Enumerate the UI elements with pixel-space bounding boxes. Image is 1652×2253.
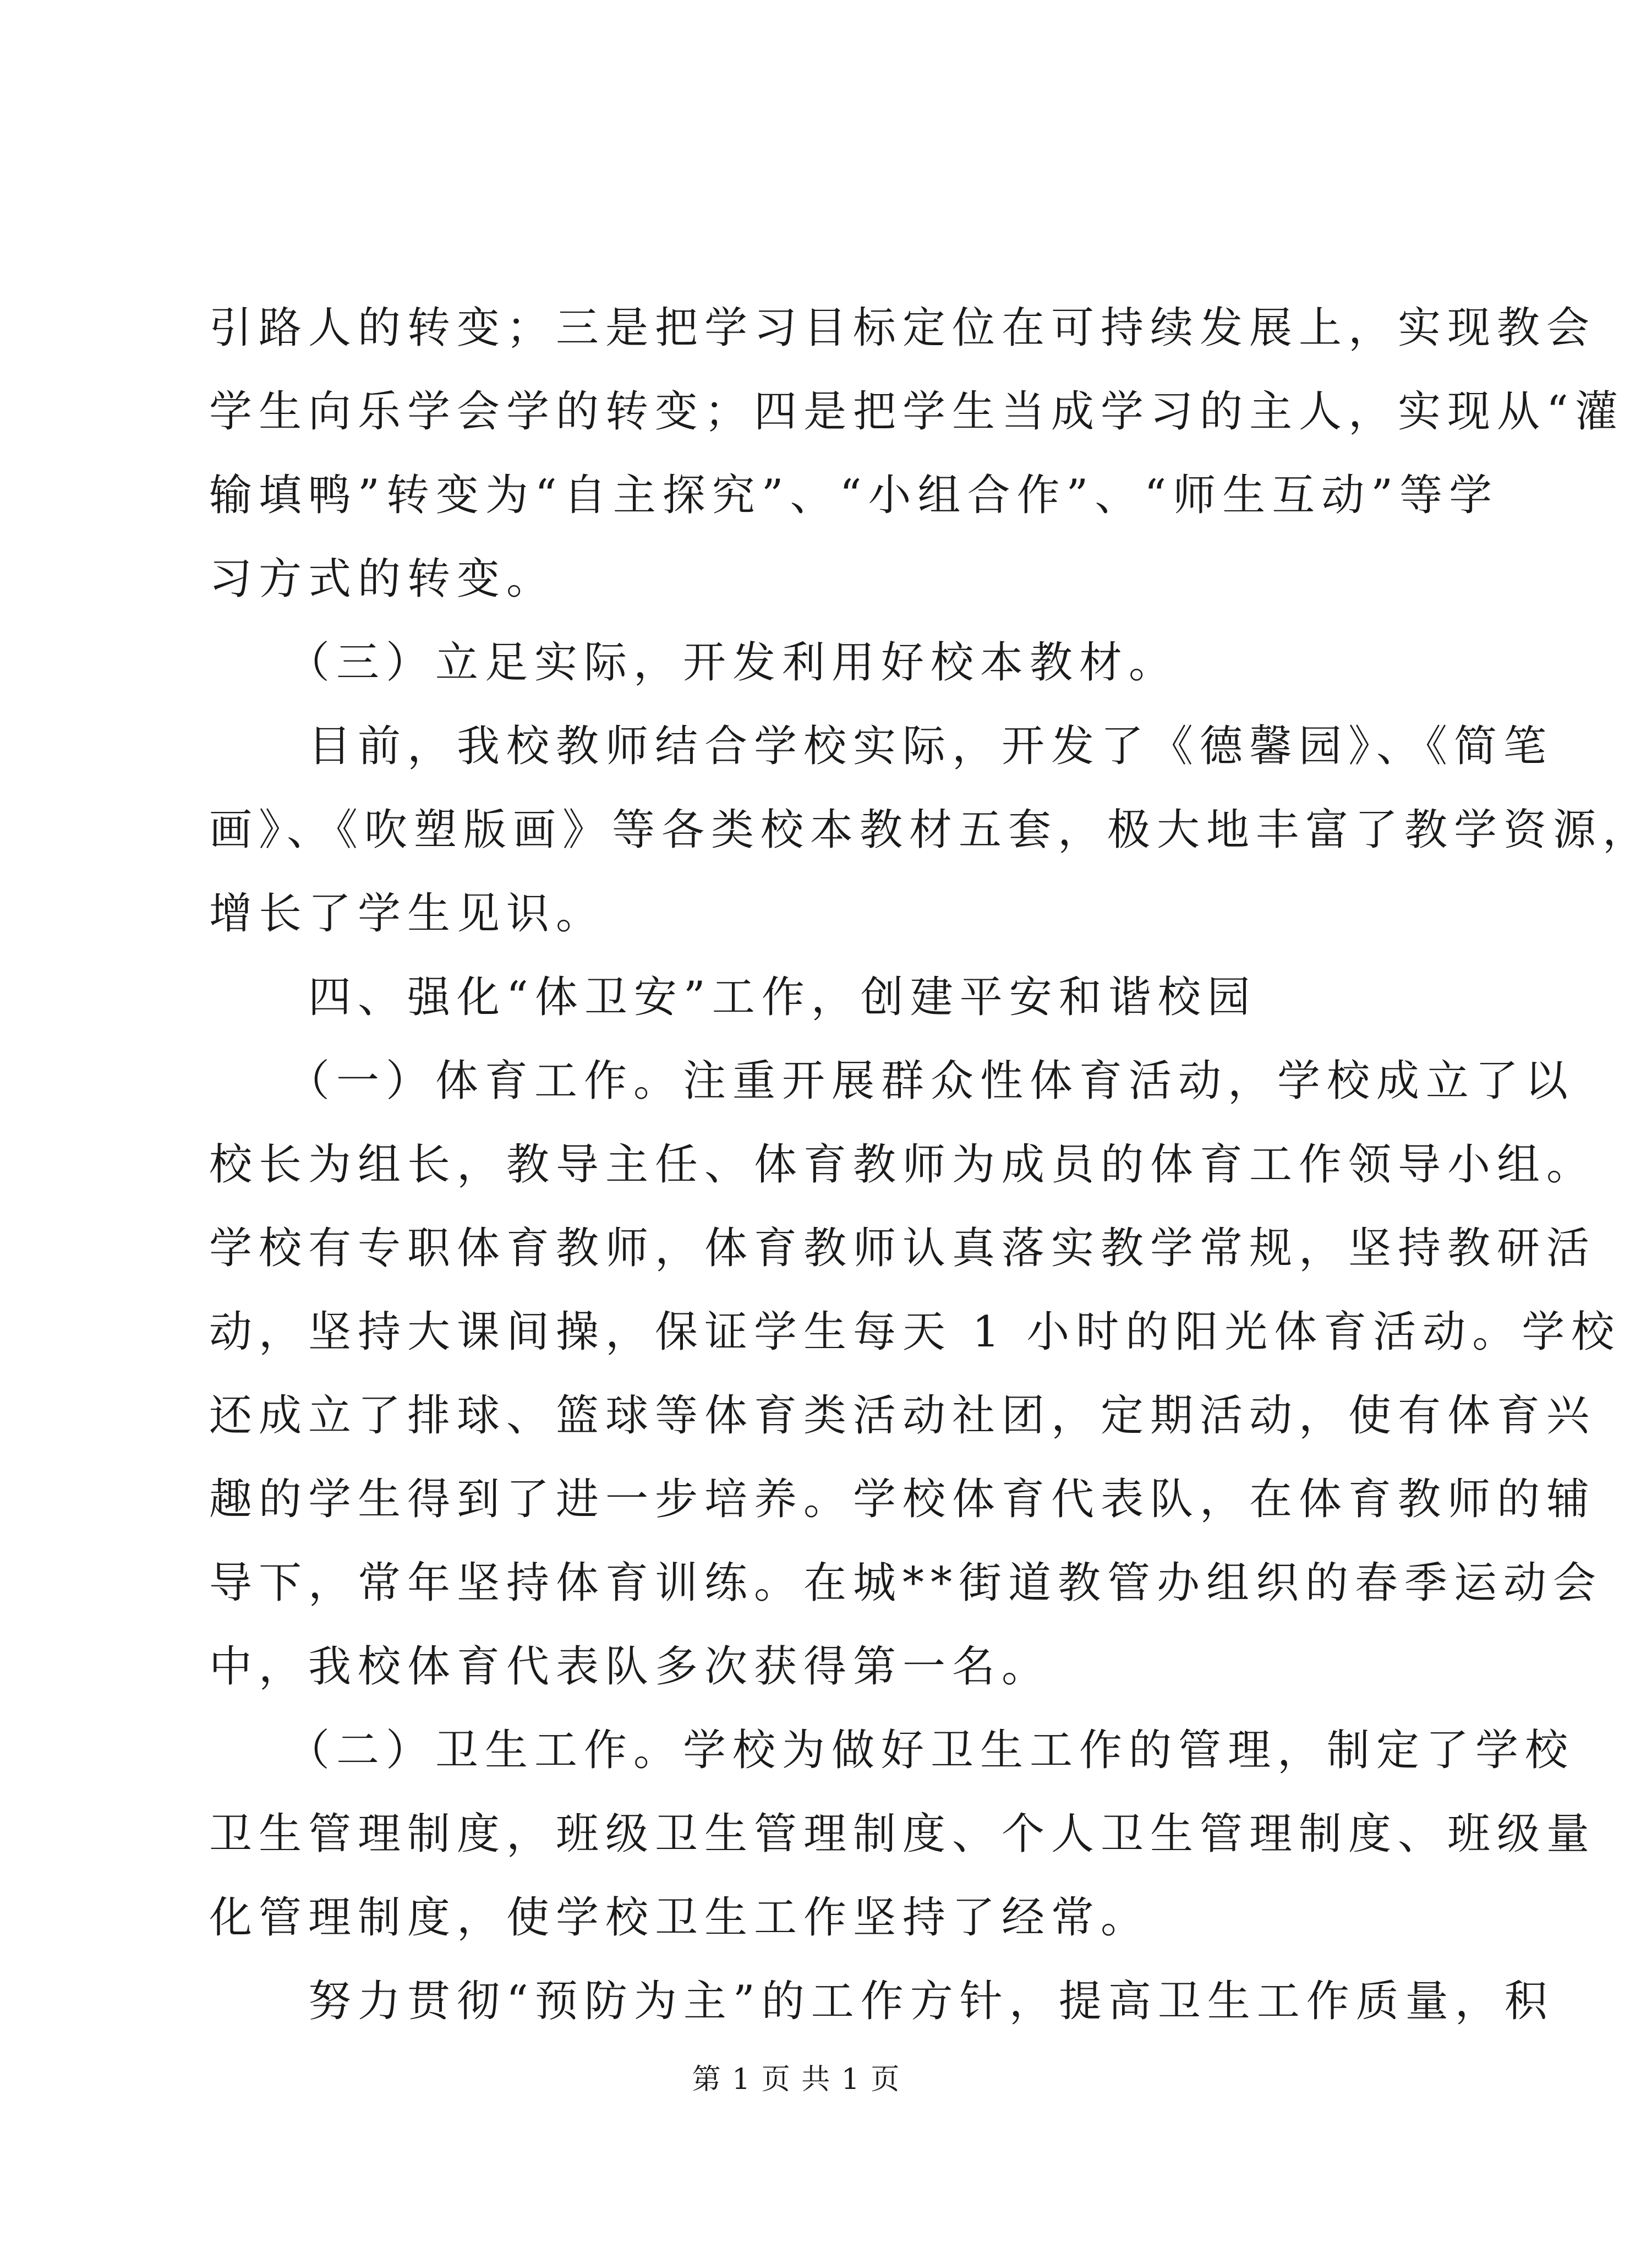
body-text-line: 习方式的转变。	[209, 554, 556, 604]
body-text-line: 校长为组长，教导主任、体育教师为成员的体育工作领导小组。	[209, 1140, 1596, 1190]
body-text-line: 导下，常年坚持体育训练。在城**街道教管办组织的春季运动会	[209, 1558, 1603, 1608]
body-text-line: 趣的学生得到了进一步培养。学校体育代表队，在体育教师的辅	[209, 1475, 1596, 1524]
page-footer: 第 1 页 共 1 页	[692, 2063, 901, 2096]
body-text-line: 增长了学生见识。	[209, 889, 606, 939]
body-text-line: 中，我校体育代表队多次获得第一名。	[209, 1642, 1052, 1692]
body-text-line: 画》、《吹塑版画》等各类校本教材五套，极大地丰富了教学资源，	[209, 805, 1652, 855]
section-heading: （三）立足实际，开发利用好校本教材。	[209, 638, 1179, 688]
body-text-line: 目前，我校教师结合学校实际，开发了《德馨园》、《简笔	[209, 722, 1553, 771]
body-text-line: 学生向乐学会学的转变；四是把学生当成学习的主人，实现从“灌	[209, 387, 1624, 437]
body-text-line: 化管理制度，使学校卫生工作坚持了经常。	[209, 1893, 1151, 1943]
body-text-line: 引路人的转变；三是把学习目标定位在可持续发展上，实现教会	[209, 303, 1596, 353]
body-text-line: 学校有专职体育教师，体育教师认真落实教学常规，坚持教研活	[209, 1224, 1596, 1273]
body-text-line: 卫生管理制度，班级卫生管理制度、个人卫生管理制度、班级量	[209, 1809, 1596, 1859]
body-text-line: 努力贯彻“预防为主”的工作方针，提高卫生工作质量，积	[209, 1977, 1554, 2026]
body-text-line: （二）卫生工作。学校为做好卫生工作的管理，制定了学校	[209, 1726, 1575, 1775]
body-text-line: 输填鸭”转变为“自主探究”、“小组合作”、“师生互动”等学	[209, 471, 1499, 520]
document-body	[209, 286, 1652, 2043]
body-text-line: （一）体育工作。注重开展群众性体育活动，学校成立了以	[209, 1056, 1575, 1106]
section-heading: 四、强化“体卫安”工作，创建平安和谐校园	[209, 973, 1257, 1022]
body-text-line: 还成立了排球、篮球等体育类活动社团，定期活动，使有体育兴	[209, 1391, 1596, 1441]
body-text-line: 动，坚持大课间操，保证学生每天 1 小时的阳光体育活动。学校	[209, 1307, 1621, 1357]
